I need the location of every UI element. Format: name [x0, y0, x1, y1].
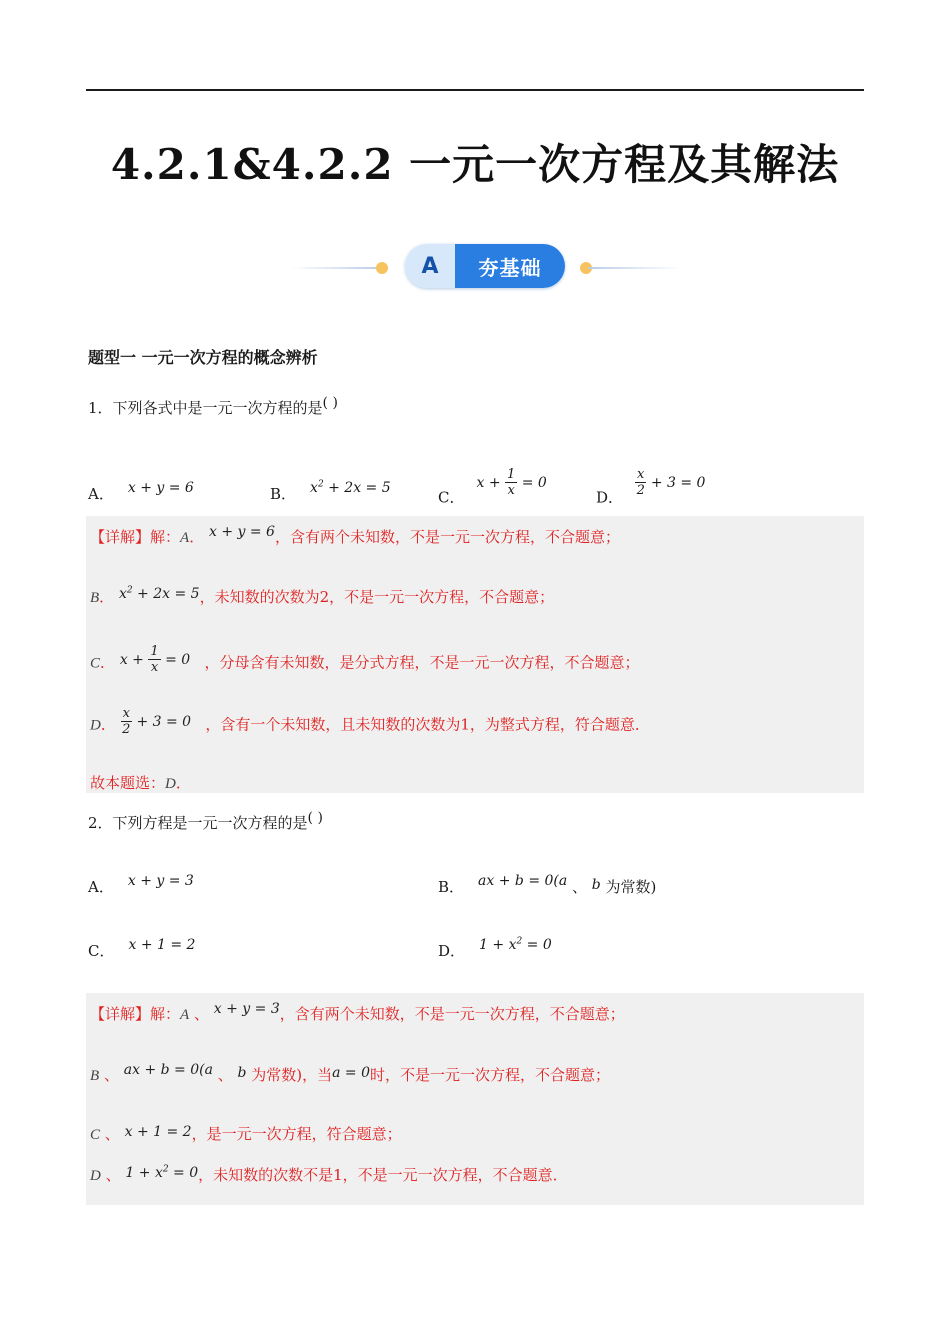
option-key: B: [90, 1068, 100, 1084]
option-letter: A．: [88, 485, 114, 503]
end-mark: ．: [175, 774, 191, 792]
badge-left-line: [290, 267, 382, 269]
option-key: A: [180, 530, 190, 546]
solution-text: 时，不是一元一次方程，不合题意；: [370, 1066, 611, 1084]
frac-numerator: 1: [507, 467, 516, 482]
badge-right-line: [588, 267, 680, 269]
section-heading: 题型一 一元一次方程的概念辨析: [88, 348, 318, 367]
option-tail: 为常数): [605, 878, 657, 896]
expr-post: = 0: [165, 651, 191, 668]
q1-option-b: [270, 479, 391, 504]
option-expr: [310, 480, 391, 496]
option-letter: C．: [438, 488, 465, 507]
solution-label: 【详解】解：: [90, 528, 181, 546]
expr-sup: 2: [162, 1164, 169, 1175]
question-text: 2．下列方程是一元一次方程的是: [88, 814, 308, 832]
separator: 、: [103, 1066, 119, 1084]
frac-numerator: x: [637, 467, 645, 482]
frac-denominator: 2: [636, 483, 645, 498]
badge-label: 夯基础: [455, 244, 565, 288]
question-2-stem: [88, 812, 323, 833]
separator: 、: [572, 878, 588, 896]
option-letter: A．: [88, 878, 114, 896]
expr-pre: x +: [476, 474, 501, 491]
solution-expr: ax + b = 0(a: [123, 1062, 213, 1078]
document-title: 4.2.1&4.2.2 一元一次方程及其解法: [110, 140, 840, 189]
expr-post: + 3 = 0: [136, 713, 192, 730]
solution-expr: x + y = 3: [213, 1001, 280, 1017]
solution-expr-2: b: [237, 1065, 247, 1081]
option-key: B: [90, 590, 100, 606]
q2-solution-line-a: [90, 1003, 625, 1024]
q2-solution-line-c: [90, 1123, 402, 1144]
separator: ．: [99, 588, 115, 606]
fraction: [505, 467, 517, 498]
solution-expr: [125, 1165, 198, 1181]
separator: 、: [104, 1125, 120, 1143]
solution-expr-3: a = 0: [332, 1065, 371, 1081]
q1-solution-line-b: [90, 586, 554, 607]
separator-2: 、: [217, 1066, 233, 1084]
separator: ．: [100, 715, 116, 734]
q2-option-c: [88, 937, 196, 961]
fraction: [121, 706, 132, 737]
badge-left-dot: [376, 262, 388, 274]
badge-pill: [405, 244, 565, 288]
frac-denominator: 2: [122, 722, 131, 737]
solution-text: ，分母含有未知数，是分式方程，不是一元一次方程，不合题意；: [204, 653, 640, 672]
section-badge: [290, 244, 680, 290]
solution-text: ，未知数的次数不是1，不是一元一次方程，不合题意．: [198, 1166, 568, 1184]
option-letter: D．: [438, 942, 466, 960]
q2-solution-box: [86, 993, 864, 1205]
option-letter: D．: [596, 488, 624, 507]
expr-base: x: [310, 480, 318, 496]
expr-rest: = 0: [522, 937, 552, 953]
option-expr: x + y = 6: [127, 480, 194, 496]
solution-text: ，未知数的次数为2，不是一元一次方程，不合题意；: [199, 588, 555, 606]
top-rule: [86, 89, 864, 91]
q2-option-b: [438, 873, 657, 897]
option-key: A: [180, 1007, 190, 1023]
expr-sup: 2: [126, 585, 133, 596]
option-expr-2: b: [591, 877, 601, 893]
frac-numerator: 1: [150, 644, 159, 659]
expr-rest: + 2x = 5: [323, 480, 391, 496]
q1-option-d: [596, 467, 706, 514]
q1-solution-box: [86, 516, 864, 793]
q2-option-a: [88, 873, 194, 897]
expr-base: x: [118, 586, 127, 602]
frac-denominator: x: [507, 483, 515, 498]
option-key: C: [90, 1127, 101, 1143]
q1-solution-line-a: [90, 526, 620, 547]
solution-text: ，含有两个未知数，不是一元一次方程，不合题意；: [279, 1005, 625, 1023]
solution-label: 【详解】解：: [90, 1005, 181, 1023]
separator: ．: [100, 653, 116, 672]
solution-mid-text: 为常数)，当: [251, 1066, 333, 1084]
expr-rest: = 0: [168, 1165, 199, 1181]
frac-denominator: x: [150, 660, 159, 675]
expr-pre: 1 + x: [479, 937, 517, 953]
option-key: D: [90, 717, 101, 734]
q1-option-a: [88, 480, 194, 504]
option-letter: C．: [88, 942, 115, 960]
q1-solution-line-c: [90, 644, 640, 679]
option-expr: ax + b = 0(a: [478, 873, 568, 889]
solution-expr: [121, 706, 192, 737]
option-expr: [476, 467, 547, 498]
q1-solution-line-d: [90, 706, 650, 741]
option-expr: [635, 467, 706, 498]
separator: ．: [189, 528, 205, 546]
option-letter: B．: [438, 878, 465, 896]
expr-pre: x +: [119, 651, 144, 668]
expr-sup: 2: [516, 936, 523, 947]
option-expr: x + 1 = 2: [128, 937, 196, 953]
expr-rest: + 2x = 5: [132, 586, 200, 602]
conclusion-text: 故本题选：: [90, 774, 166, 792]
solution-expr: [119, 644, 191, 675]
separator: 、: [105, 1166, 121, 1184]
q2-solution-line-b: [90, 1064, 610, 1085]
frac-numerator: x: [122, 706, 130, 721]
answer-key: D: [165, 776, 176, 792]
option-key: D: [90, 1168, 101, 1184]
solution-expr: x + 1 = 2: [124, 1124, 192, 1140]
question-text: 1．下列各式中是一元一次方程的是: [88, 399, 323, 417]
solution-text: ，含有两个未知数，不是一元一次方程，不合题意；: [274, 528, 620, 546]
badge-letter: A: [405, 244, 455, 288]
q1-solution-conclusion: [90, 772, 191, 793]
fraction: [635, 467, 646, 498]
expr-pre: 1 + x: [125, 1165, 163, 1181]
q2-solution-line-d: [90, 1164, 568, 1185]
expr-post: + 3 = 0: [650, 474, 706, 491]
option-expr: x + y = 3: [127, 873, 194, 889]
separator: 、: [193, 1005, 209, 1023]
option-expr: [479, 937, 552, 953]
solution-expr: x + y = 6: [208, 524, 275, 540]
fraction: [148, 644, 160, 675]
question-1-stem: [88, 397, 338, 418]
answer-paren: ( ): [307, 810, 323, 826]
solution-text: ，含有一个未知数，且未知数的次数为1，为整式方程，符合题意．: [205, 715, 650, 734]
option-letter: B．: [270, 485, 297, 503]
solution-expr: [119, 586, 200, 602]
solution-text: ，是一元一次方程，符合题意；: [191, 1125, 402, 1143]
expr-sup: 2: [317, 479, 324, 490]
answer-paren: ( ): [322, 395, 338, 411]
expr-post: = 0: [521, 474, 547, 491]
q2-option-d: [438, 936, 552, 961]
option-key: C: [90, 655, 101, 672]
q1-option-c: [438, 467, 547, 514]
